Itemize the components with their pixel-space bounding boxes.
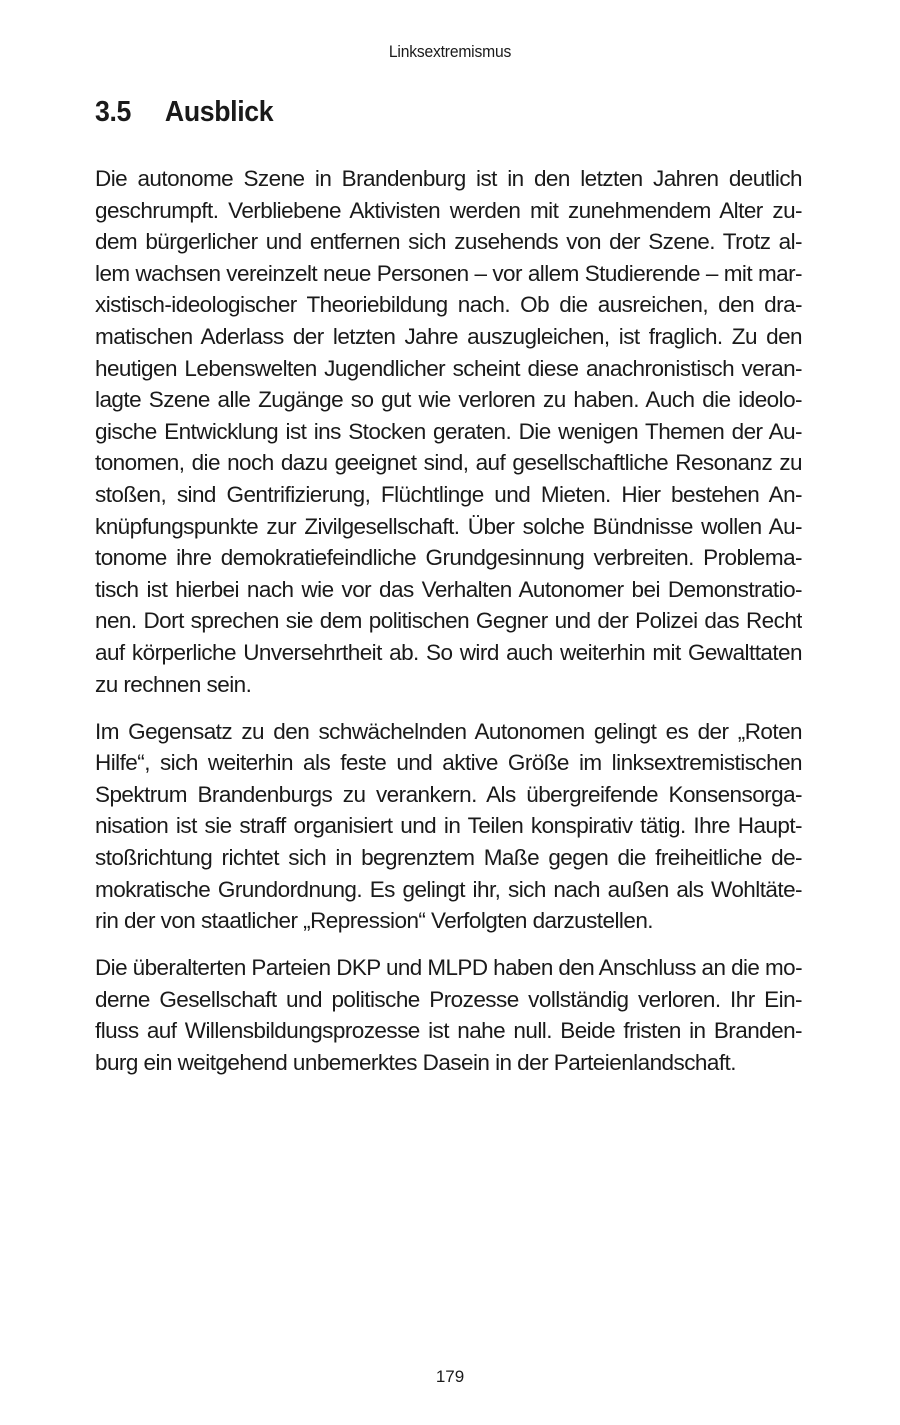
section-heading [95,96,273,129]
text-line: lem wachsen vereinzelt neue Personen – vor allem Studierende – mit mar- [95,260,802,286]
text-line: tonomen, die noch dazu geeignet sind, auf gesellschaftliche Resonanz zu [95,450,802,476]
text-line: lagte Szene alle Zugänge so gut wie verloren zu haben. Auch die ideolo- [95,387,802,413]
text-line: mokratische Grundordnung. Es gelingt ihr, sich nach außen als Wohltäte- [95,876,802,902]
text-line: geschrumpft. Verbliebene Aktivisten werden mit zunehmendem Alter zu- [95,197,802,223]
text-line: Die überalterten Parteien DKP und MLPD haben den Anschluss an die mo- [95,955,802,981]
text-line: stoßen, sind Gentrifizierung, Flüchtlinge und Mieten. Hier bestehen An- [95,481,802,507]
text-line: Spektrum Brandenburgs zu verankern. Als übergreifende Konsensorga- [95,781,802,807]
text-line: xistisch-ideologischer Theoriebildung nach. Ob die ausreichen, den dra- [95,292,802,318]
text-line: nisation ist sie straff organisiert und in Teilen konspirativ tätig. Ihre Haupt- [95,813,802,839]
text-line: burg ein weitgehend unbemerktes Dasein in der Parteienlandschaft. [95,1050,736,1076]
text-line: derne Gesellschaft und politische Prozesse vollständig verloren. Ihr Ein- [95,986,802,1012]
text-line: matischen Aderlass der letzten Jahre auszugleichen, ist fraglich. Zu den [95,323,802,349]
body-text [95,163,802,1094]
paragraph [95,163,802,700]
text-line: rin der von staatlicher „Repression“ Verfolgten darzustellen. [95,908,653,934]
running-header: Linksextremismus [388,42,512,61]
text-line: auf körperliche Unversehrtheit ab. So wird auch weiterhin mit Gewalttaten [95,639,802,665]
page-number: 179 [435,1367,465,1386]
text-line: Hilfe“, sich weiterhin als feste und aktive Größe im linksextremistischen [95,750,802,776]
text-line: tisch ist hierbei nach wie vor das Verhalten Autonomer bei Demonstratio- [95,576,802,602]
text-line: zu rechnen sein. [95,671,252,697]
paragraph [95,716,802,937]
text-line: stoßrichtung richtet sich in begrenztem Maße gegen die freiheitliche de- [95,844,802,870]
section-number: 3.5 [95,96,131,128]
text-line: Die autonome Szene in Brandenburg ist in den letzten Jahren deutlich [95,166,802,191]
text-line: tonome ihre demokratiefeindliche Grundgesinnung verbreiten. Problema- [95,545,802,571]
text-line: gische Entwicklung ist ins Stocken geraten. Die wenigen Themen der Au- [95,418,802,444]
text-line: Im Gegensatz zu den schwächelnden Autonomen gelingt es der „Roten [95,718,802,744]
text-line: dem bürgerlicher und entfernen sich zusehends von der Szene. Trotz al- [95,229,802,255]
text-line: fluss auf Willensbildungsprozesse ist nahe null. Beide fristen in Branden- [95,1018,802,1044]
text-line: nen. Dort sprechen sie dem politischen Gegner und der Polizei das Recht [95,608,802,634]
section-title: Ausblick [164,96,274,128]
text-line: heutigen Lebenswelten Jugendlicher scheint diese anachronistisch veran- [95,355,802,381]
text-line: knüpfungspunkte zur Zivilgesellschaft. Über solche Bündnisse wollen Au- [95,513,802,539]
paragraph [95,952,802,1078]
